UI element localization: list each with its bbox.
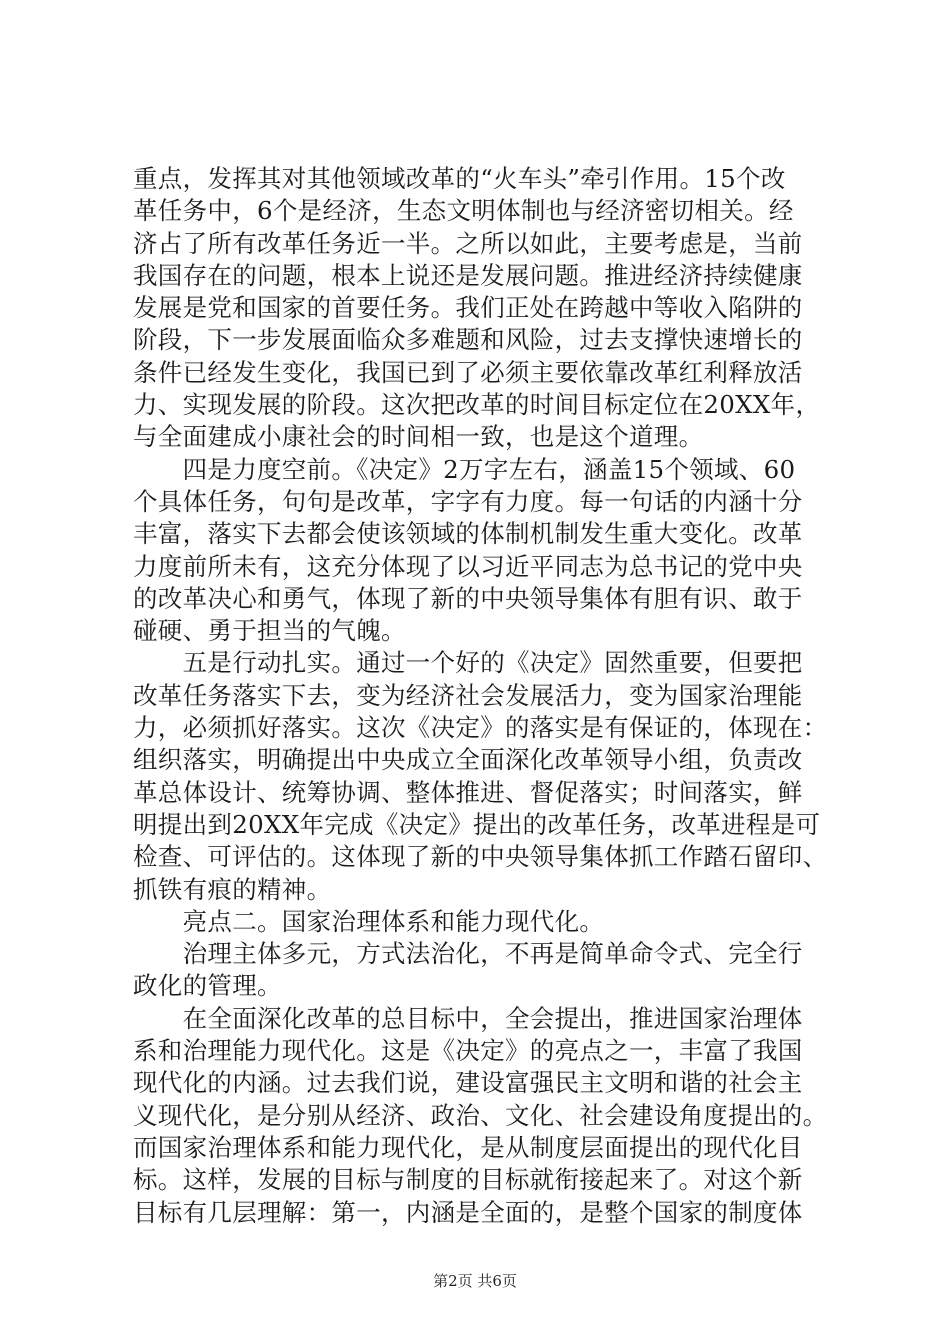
text-line: 力，必须抓好落实。这次《决定》的落实是有保证的，体现在： [133,713,828,743]
text-line: 阶段，下一步发展面临众多难题和风险，过去支撑快速增长的 [133,325,803,355]
text-line: 丰富，落实下去都会使该领域的体制机制发生重大变化。改革 [133,519,803,549]
text-line: 力、实现发展的阶段。这次把改革的时间目标定位在20XX年， [133,390,821,420]
text-line: 政化的管理。 [133,971,282,1001]
text-line: 济占了所有改革任务近一半。之所以如此，主要考虑是，当前 [133,228,803,258]
text-line: 亮点二。国家治理体系和能力现代化。 [133,906,605,936]
text-line: 革总体设计、统筹协调、整体推进、督促落实；时间落实，鲜 [133,777,803,807]
text-line: 与全面建成小康社会的时间相一致，也是这个道理。 [133,422,704,452]
text-line: 力度前所未有，这充分体现了以习近平同志为总书记的党中央 [133,551,803,581]
page-footer: 第2页 共6页 [433,1272,517,1290]
text-line: 抓铁有痕的精神。 [133,874,332,904]
text-line: 四是力度空前。《决定》2万字左右，涵盖15个领域、60 [133,454,796,484]
text-line: 标。这样，发展的目标与制度的目标就衔接起来了。对这个新 [133,1165,803,1195]
text-line: 的改革决心和勇气，体现了新的中央领导集体有胆有识、敢于 [133,583,803,613]
text-line: 检查、可评估的。这体现了新的中央领导集体抓工作踏石留印、 [133,842,828,872]
text-line: 发展是党和国家的首要任务。我们正处在跨越中等收入陷阱的 [133,293,803,323]
text-line: 在全面深化改革的总目标中，全会提出，推进国家治理体 [133,1003,803,1033]
text-line: 个具体任务，句句是改革，字字有力度。每一句话的内涵十分 [133,486,803,516]
text-line: 组织落实，明确提出中央成立全面深化改革领导小组，负责改 [133,745,803,775]
text-line: 重点，发挥其对其他领域改革的“火车头”牵引作用。15个改 [133,164,786,193]
text-line: 治理主体多元，方式法治化，不再是简单命令式、完全行 [133,939,803,969]
text-line: 现代化的内涵。过去我们说，建设富强民主文明和谐的社会主 [133,1068,803,1098]
text-line: 明提出到20XX年完成《决定》提出的改革任务，改革进程是可 [133,809,821,839]
text-line: 条件已经发生变化，我国已到了必须主要依靠改革红利释放活 [133,357,803,387]
text-line: 改革任务落实下去，变为经济社会发展活力，变为国家治理能 [133,680,803,710]
text-line: 义现代化，是分别从经济、政治、文化、社会建设角度提出的。 [133,1100,828,1130]
text-line: 五是行动扎实。通过一个好的《决定》固然重要，但要把 [133,648,803,678]
body-text [133,163,833,1229]
text-line: 系和治理能力现代化。这是《决定》的亮点之一，丰富了我国 [133,1036,803,1066]
text-line: 目标有几层理解：第一，内涵是全面的，是整个国家的制度体 [133,1197,803,1227]
text-line: 革任务中，6个是经济，生态文明体制也与经济密切相关。经 [133,196,794,226]
text-line: 而国家治理体系和能力现代化，是从制度层面提出的现代化目 [133,1132,803,1162]
text-line: 碰硬、勇于担当的气魄。 [133,616,406,646]
text-line: 我国存在的问题，根本上说还是发展问题。推进经济持续健康 [133,260,803,290]
